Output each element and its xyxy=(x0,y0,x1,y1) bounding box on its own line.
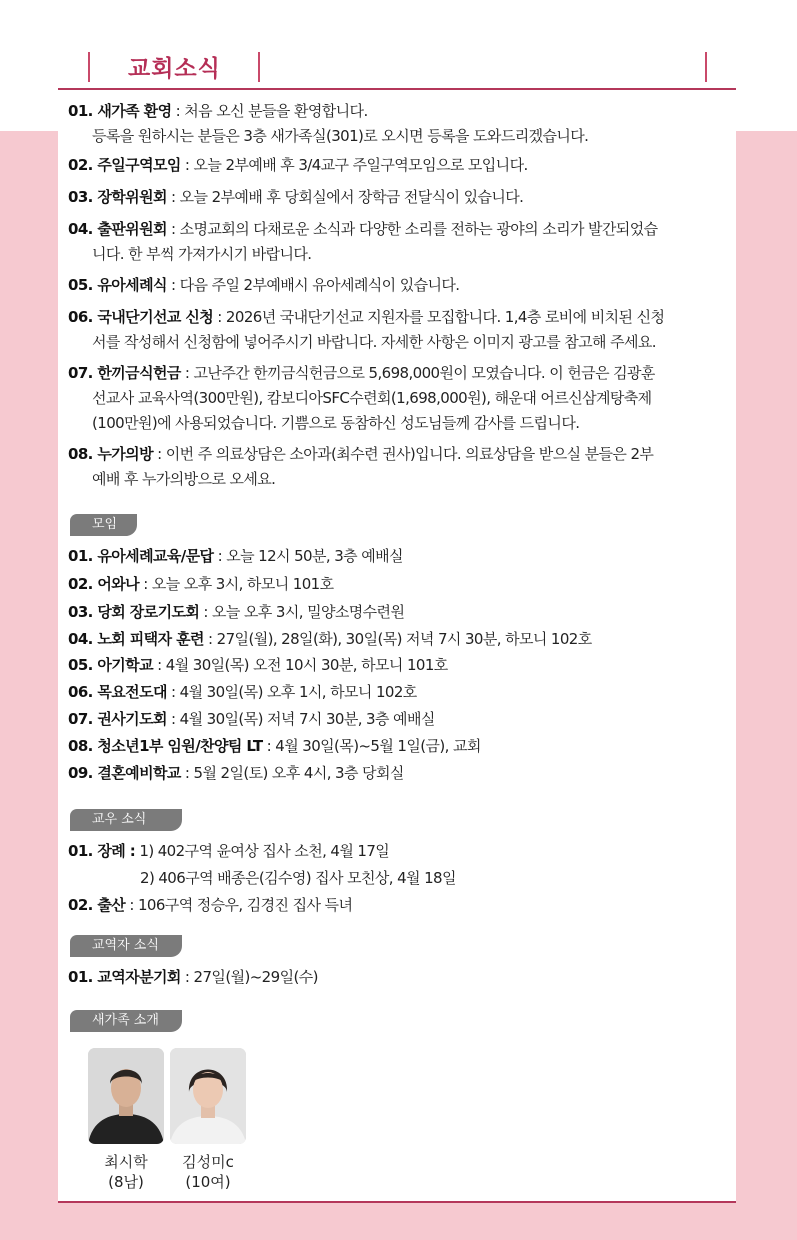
section-label-members: 교우 소식 xyxy=(70,809,182,831)
footer-rule xyxy=(58,1201,736,1203)
title-bar-mid xyxy=(258,52,260,82)
section-label-meetings: 모임 xyxy=(70,514,137,536)
meeting-item-5: 05. 아기학교 : 4월 30일(목) 오전 10시 30분, 하모니 101호 xyxy=(68,656,448,674)
news-item-7: 07. 한끼금식헌금 : 고난주간 한끼금식헌금으로 5,698,000원이 모였습니다. 이 헌금은 김광훈 xyxy=(68,364,655,382)
news-item-4: 04. 출판위원회 : 소명교회의 다채로운 소식과 다양한 소리를 전하는 광야의 소리가 발간되었습 xyxy=(68,220,658,238)
news-item-7-cont2: (100만원)에 사용되었습니다. 기쁨으로 동참하신 성도님들께 감사를 드립니다. xyxy=(92,414,580,432)
news-item-6-cont: 서를 작성해서 신청함에 넣어주시기 바랍니다. 자세한 사항은 이미지 광고를 참고해 주세요. xyxy=(92,333,656,351)
news-item-7-cont1: 선교사 교육사역(300만원), 캄보디아SFC수련회(1,698,000원), 해운대 어르신삼계탕축제 xyxy=(92,389,652,407)
member-item-2: 02. 출산 : 106구역 정승우, 김경진 집사 득녀 xyxy=(68,896,353,914)
section-label-newcomers: 새가족 소개 xyxy=(70,1010,182,1032)
newcomer-detail-1: (8남) xyxy=(108,1173,144,1191)
news-item-3: 03. 장학위원회 : 오늘 2부예배 후 당회실에서 장학금 전달식이 있습니다. xyxy=(68,188,524,206)
newcomer-photo-1 xyxy=(88,1048,164,1144)
news-item-5: 05. 유아세례식 : 다음 주일 2부예배시 유아세례식이 있습니다. xyxy=(68,276,460,294)
header-rule xyxy=(58,88,736,90)
news-item-4-cont: 니다. 한 부씩 가져가시기 바랍니다. xyxy=(92,245,312,263)
pink-side-left xyxy=(0,131,58,1240)
meeting-item-8: 08. 청소년1부 임원/찬양팀 LT : 4월 30일(목)~5월 1일(금), 교회 xyxy=(68,737,481,755)
section-label-ministers: 교역자 소식 xyxy=(70,935,182,957)
newcomer-detail-2: (10여) xyxy=(185,1173,231,1191)
member-item-1: 01. 장례 : 1) 402구역 윤여상 집사 소천, 4월 17일 xyxy=(68,842,390,860)
meeting-item-2: 02. 어와나 : 오늘 오후 3시, 하모니 101호 xyxy=(68,575,334,593)
minister-item-1: 01. 교역자분기회 : 27일(월)~29일(수) xyxy=(68,968,318,986)
news-item-1-cont: 등록을 원하시는 분들은 3층 새가족실(301)로 오시면 등록을 도와드리겠습니다. xyxy=(92,127,589,145)
title-bar-left xyxy=(88,52,90,82)
news-item-8: 08. 누가의방 : 이번 주 의료상담은 소아과(최수련 권사)입니다. 의료상담을 받으실 분들은 2부 xyxy=(68,445,654,463)
newcomer-name-1: 최시학 xyxy=(104,1153,148,1171)
newcomer-photo-2 xyxy=(170,1048,246,1144)
meeting-item-4: 04. 노회 피택자 훈련 : 27일(월), 28일(화), 30일(목) 저녁 7시 30분, 하모니 102호 xyxy=(68,630,592,648)
title-bar-right xyxy=(705,52,707,82)
news-item-1: 01. 새가족 환영 : 처음 오신 분들을 환영합니다. xyxy=(68,102,368,120)
meeting-item-6: 06. 목요전도대 : 4월 30일(목) 오후 1시, 하모니 102호 xyxy=(68,683,417,701)
news-item-8-cont: 예배 후 누가의방으로 오세요. xyxy=(92,470,276,488)
pink-side-right xyxy=(736,131,797,1240)
meeting-item-1: 01. 유아세례교육/문답 : 오늘 12시 50분, 3층 예배실 xyxy=(68,547,403,565)
newcomer-name-2: 김성미c xyxy=(182,1153,234,1171)
meeting-item-3: 03. 당회 장로기도회 : 오늘 오후 3시, 밀양소명수련원 xyxy=(68,603,405,621)
news-item-6: 06. 국내단기선교 신청 : 2026년 국내단기선교 지원자를 모집합니다. 1,4층 로비에 비치된 신청 xyxy=(68,308,665,326)
member-item-1-cont: 2) 406구역 배종은(김수영) 집사 모친상, 4월 18일 xyxy=(140,869,456,887)
news-item-2: 02. 주일구역모임 : 오늘 2부예배 후 3/4교구 주일구역모임으로 모입니다. xyxy=(68,156,528,174)
meeting-item-7: 07. 권사기도회 : 4월 30일(목) 저녁 7시 30분, 3층 예배실 xyxy=(68,710,435,728)
meeting-item-9: 09. 결혼예비학교 : 5월 2일(토) 오후 4시, 3층 당회실 xyxy=(68,764,404,782)
page-title: 교회소식 xyxy=(128,56,221,82)
pink-footer-band xyxy=(0,1203,797,1240)
